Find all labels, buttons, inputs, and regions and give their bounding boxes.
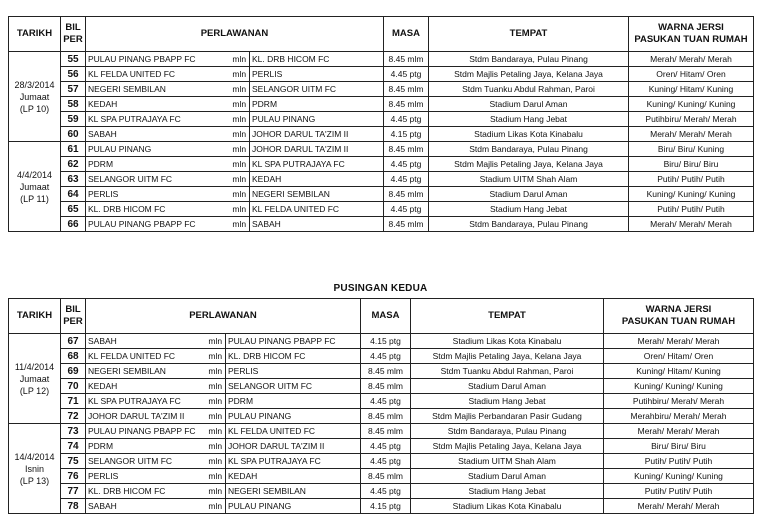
match-number: 68 <box>61 349 86 364</box>
away-team: KL. DRB HICOM FC <box>250 52 384 67</box>
versus-label: mln <box>206 469 226 484</box>
away-team: KL. DRB HICOM FC <box>226 349 361 364</box>
away-team: PULAU PINANG <box>226 499 361 514</box>
match-number: 78 <box>61 499 86 514</box>
away-team: KL SPA PUTRAJAYA FC <box>250 157 384 172</box>
away-team: SELANGOR UITM FC <box>250 82 384 97</box>
home-jersey-colors: Merah/ Merah/ Merah <box>604 424 754 439</box>
versus-label: mln <box>230 52 250 67</box>
away-team: KL FELDA UNITED FC <box>250 202 384 217</box>
kickoff-time: 8.45 mlm <box>384 142 429 157</box>
versus-label: mln <box>206 439 226 454</box>
kickoff-time: 4.45 ptg <box>361 484 411 499</box>
venue: Stadium Darul Aman <box>429 97 629 112</box>
match-number: 75 <box>61 454 86 469</box>
match-number: 59 <box>61 112 86 127</box>
venue: Stdm Bandaraya, Pulau Pinang <box>429 217 629 232</box>
kickoff-time: 4.45 ptg <box>361 454 411 469</box>
match-date: 11/4/2014 Jumaat (LP 12) <box>9 334 61 424</box>
home-team: PULAU PINANG PBAPP FC <box>86 52 230 67</box>
home-team: KL FELDA UNITED FC <box>86 67 230 82</box>
header-tempat: TEMPAT <box>411 299 604 334</box>
section-title: PUSINGAN KEDUA <box>333 283 428 294</box>
table-row <box>9 187 754 202</box>
table-header <box>9 17 754 52</box>
match-number: 56 <box>61 67 86 82</box>
match-number: 62 <box>61 157 86 172</box>
header-tempat: TEMPAT <box>429 17 629 52</box>
table-row <box>9 364 754 379</box>
away-team: PERLIS <box>226 364 361 379</box>
home-jersey-colors: Kuning/ Kuning/ Kuning <box>629 97 754 112</box>
table-row <box>9 202 754 217</box>
away-team: JOHOR DARUL TA'ZIM II <box>250 127 384 142</box>
table-row <box>9 439 754 454</box>
kickoff-time: 8.45 mlm <box>361 364 411 379</box>
home-jersey-colors: Biru/ Biru/ Biru <box>629 157 754 172</box>
match-number: 64 <box>61 187 86 202</box>
table-row <box>9 379 754 394</box>
match-number: 60 <box>61 127 86 142</box>
venue: Stadium Darul Aman <box>411 469 604 484</box>
versus-label: mln <box>230 202 250 217</box>
venue: Stadium Darul Aman <box>429 187 629 202</box>
table-row <box>9 157 754 172</box>
venue: Stadium Hang Jebat <box>411 484 604 499</box>
table-row <box>9 469 754 484</box>
venue: Stdm Majlis Petaling Jaya, Kelana Jaya <box>429 67 629 82</box>
away-team: JOHOR DARUL TA'ZIM II <box>226 439 361 454</box>
home-jersey-colors: Merah/ Merah/ Merah <box>629 217 754 232</box>
home-jersey-colors: Putih/ Putih/ Putih <box>604 484 754 499</box>
table-header <box>9 299 754 334</box>
venue: Stadium Likas Kota Kinabalu <box>411 499 604 514</box>
away-team: KEDAH <box>250 172 384 187</box>
home-jersey-colors: Kuning/ Hitam/ Kuning <box>604 364 754 379</box>
home-team: PULAU PINANG PBAPP FC <box>86 424 206 439</box>
table-body <box>9 52 754 232</box>
home-jersey-colors: Kuning/ Kuning/ Kuning <box>604 379 754 394</box>
home-team: KL. DRB HICOM FC <box>86 202 230 217</box>
kickoff-time: 4.45 ptg <box>384 112 429 127</box>
header-bil: BIL PER <box>61 17 86 52</box>
venue: Stdm Majlis Perbandaran Pasir Gudang <box>411 409 604 424</box>
match-number: 63 <box>61 172 86 187</box>
header-tarikh: TARIKH <box>9 299 61 334</box>
away-team: PULAU PINANG <box>226 409 361 424</box>
away-team: PULAU PINANG PBAPP FC <box>226 334 361 349</box>
home-team: NEGERI SEMBILAN <box>86 82 230 97</box>
match-number: 74 <box>61 439 86 454</box>
table-row <box>9 67 754 82</box>
home-jersey-colors: Kuning/ Kuning/ Kuning <box>604 469 754 484</box>
venue: Stdm Majlis Petaling Jaya, Kelana Jaya <box>411 349 604 364</box>
table-row <box>9 499 754 514</box>
versus-label: mln <box>206 424 226 439</box>
home-jersey-colors: Oren/ Hitam/ Oren <box>604 349 754 364</box>
home-team: KL SPA PUTRAJAYA FC <box>86 112 230 127</box>
match-number: 55 <box>61 52 86 67</box>
header-perlawanan: PERLAWANAN <box>86 299 361 334</box>
match-number: 61 <box>61 142 86 157</box>
home-jersey-colors: Putih/ Putih/ Putih <box>629 202 754 217</box>
away-team: PERLIS <box>250 67 384 82</box>
away-team: PULAU PINANG <box>250 112 384 127</box>
match-number: 76 <box>61 469 86 484</box>
kickoff-time: 4.45 ptg <box>384 202 429 217</box>
versus-label: mln <box>230 142 250 157</box>
table-body <box>9 334 754 514</box>
kickoff-time: 4.15 ptg <box>384 127 429 142</box>
away-team: KL SPA PUTRAJAYA FC <box>226 454 361 469</box>
kickoff-time: 8.45 mlm <box>384 217 429 232</box>
kickoff-time: 8.45 mlm <box>361 379 411 394</box>
home-team: KL. DRB HICOM FC <box>86 484 206 499</box>
kickoff-time: 8.45 mlm <box>384 97 429 112</box>
kickoff-time: 4.15 ptg <box>361 334 411 349</box>
venue: Stadium Hang Jebat <box>429 112 629 127</box>
versus-label: mln <box>206 454 226 469</box>
home-team: NEGERI SEMBILAN <box>86 364 206 379</box>
kickoff-time: 4.15 ptg <box>361 499 411 514</box>
venue: Stdm Majlis Petaling Jaya, Kelana Jaya <box>429 157 629 172</box>
away-team: NEGERI SEMBILAN <box>226 484 361 499</box>
away-team: PDRM <box>250 97 384 112</box>
match-number: 65 <box>61 202 86 217</box>
home-team: KL FELDA UNITED FC <box>86 349 206 364</box>
kickoff-time: 8.45 mlm <box>361 409 411 424</box>
table-row <box>9 97 754 112</box>
versus-label: mln <box>230 217 250 232</box>
versus-label: mln <box>230 127 250 142</box>
match-number: 77 <box>61 484 86 499</box>
home-team: SABAH <box>86 499 206 514</box>
venue: Stdm Bandaraya, Pulau Pinang <box>429 52 629 67</box>
away-team: NEGERI SEMBILAN <box>250 187 384 202</box>
table-row <box>9 454 754 469</box>
home-team: SELANGOR UITM FC <box>86 172 230 187</box>
home-jersey-colors: Merahbiru/ Merah/ Merah <box>604 409 754 424</box>
home-team: KEDAH <box>86 97 230 112</box>
table-row <box>9 82 754 97</box>
home-jersey-colors: Putih/ Putih/ Putih <box>604 454 754 469</box>
venue: Stadium Darul Aman <box>411 379 604 394</box>
header-perlawanan: PERLAWANAN <box>86 17 384 52</box>
venue: Stadium UITM Shah Alam <box>411 454 604 469</box>
table-row <box>9 349 754 364</box>
versus-label: mln <box>230 67 250 82</box>
versus-label: mln <box>230 97 250 112</box>
table-row <box>9 334 754 349</box>
home-jersey-colors: Merah/ Merah/ Merah <box>629 52 754 67</box>
versus-label: mln <box>206 499 226 514</box>
versus-label: mln <box>230 172 250 187</box>
kickoff-time: 8.45 mlm <box>384 82 429 97</box>
table-row <box>9 172 754 187</box>
kickoff-time: 4.45 ptg <box>361 349 411 364</box>
fixture-table-round-1 <box>8 16 754 232</box>
table-row <box>9 142 754 157</box>
home-jersey-colors: Biru/ Biru/ Kuning <box>629 142 754 157</box>
venue: Stadium UITM Shah Alam <box>429 172 629 187</box>
home-jersey-colors: Merah/ Merah/ Merah <box>604 499 754 514</box>
versus-label: mln <box>206 409 226 424</box>
venue: Stdm Tuanku Abdul Rahman, Paroi <box>411 364 604 379</box>
home-team: PERLIS <box>86 187 230 202</box>
match-number: 66 <box>61 217 86 232</box>
away-team: PDRM <box>226 394 361 409</box>
fixture-table-round-2 <box>8 298 754 514</box>
match-date: 4/4/2014 Jumaat (LP 11) <box>9 142 61 232</box>
match-number: 73 <box>61 424 86 439</box>
home-team: KL SPA PUTRAJAYA FC <box>86 394 206 409</box>
home-team: PERLIS <box>86 469 206 484</box>
kickoff-time: 8.45 mlm <box>361 469 411 484</box>
table-row <box>9 394 754 409</box>
header-warna: WARNA JERSI PASUKAN TUAN RUMAH <box>629 17 754 52</box>
kickoff-time: 8.45 mlm <box>384 187 429 202</box>
home-jersey-colors: Merah/ Merah/ Merah <box>604 334 754 349</box>
match-number: 70 <box>61 379 86 394</box>
venue: Stadium Hang Jebat <box>429 202 629 217</box>
venue: Stadium Likas Kota Kinabalu <box>429 127 629 142</box>
kickoff-time: 4.45 ptg <box>384 157 429 172</box>
table-row <box>9 112 754 127</box>
match-number: 67 <box>61 334 86 349</box>
versus-label: mln <box>206 334 226 349</box>
venue: Stdm Tuanku Abdul Rahman, Paroi <box>429 82 629 97</box>
versus-label: mln <box>206 394 226 409</box>
table-row <box>9 484 754 499</box>
versus-label: mln <box>230 112 250 127</box>
away-team: KL FELDA UNITED FC <box>226 424 361 439</box>
home-jersey-colors: Merah/ Merah/ Merah <box>629 127 754 142</box>
match-date: 14/4/2014 Isnin (LP 13) <box>9 424 61 514</box>
header-masa: MASA <box>361 299 411 334</box>
home-team: KEDAH <box>86 379 206 394</box>
versus-label: mln <box>206 349 226 364</box>
venue: Stadium Likas Kota Kinabalu <box>411 334 604 349</box>
versus-label: mln <box>230 157 250 172</box>
home-jersey-colors: Kuning/ Kuning/ Kuning <box>629 187 754 202</box>
table-row <box>9 424 754 439</box>
match-number: 57 <box>61 82 86 97</box>
home-team: PULAU PINANG <box>86 142 230 157</box>
away-team: KEDAH <box>226 469 361 484</box>
kickoff-time: 4.45 ptg <box>384 172 429 187</box>
home-team: SELANGOR UITM FC <box>86 454 206 469</box>
venue: Stdm Majlis Petaling Jaya, Kelana Jaya <box>411 439 604 454</box>
kickoff-time: 4.45 ptg <box>361 439 411 454</box>
header-bil: BIL PER <box>61 299 86 334</box>
versus-label: mln <box>206 484 226 499</box>
versus-label: mln <box>230 82 250 97</box>
table-row <box>9 217 754 232</box>
home-team: PULAU PINANG PBAPP FC <box>86 217 230 232</box>
home-jersey-colors: Putih/ Putih/ Putih <box>629 172 754 187</box>
home-team: SABAH <box>86 127 230 142</box>
home-jersey-colors: Biru/ Biru/ Biru <box>604 439 754 454</box>
versus-label: mln <box>206 379 226 394</box>
match-number: 58 <box>61 97 86 112</box>
kickoff-time: 4.45 ptg <box>384 67 429 82</box>
versus-label: mln <box>230 187 250 202</box>
kickoff-time: 8.45 mlm <box>384 52 429 67</box>
home-team: JOHOR DARUL TA'ZIM II <box>86 409 206 424</box>
home-jersey-colors: Putihbiru/ Merah/ Merah <box>629 112 754 127</box>
venue: Stdm Bandaraya, Pulau Pinang <box>411 424 604 439</box>
venue: Stdm Bandaraya, Pulau Pinang <box>429 142 629 157</box>
home-jersey-colors: Oren/ Hitam/ Oren <box>629 67 754 82</box>
match-number: 69 <box>61 364 86 379</box>
home-team: PDRM <box>86 157 230 172</box>
venue: Stadium Hang Jebat <box>411 394 604 409</box>
table-row <box>9 127 754 142</box>
home-team: SABAH <box>86 334 206 349</box>
header-masa: MASA <box>384 17 429 52</box>
versus-label: mln <box>206 364 226 379</box>
away-team: SABAH <box>250 217 384 232</box>
match-number: 72 <box>61 409 86 424</box>
table-row <box>9 409 754 424</box>
home-team: PDRM <box>86 439 206 454</box>
header-tarikh: TARIKH <box>9 17 61 52</box>
table-row <box>9 52 754 67</box>
match-date: 28/3/2014 Jumaat (LP 10) <box>9 52 61 142</box>
away-team: SELANGOR UITM FC <box>226 379 361 394</box>
kickoff-time: 8.45 mlm <box>361 424 411 439</box>
header-warna: WARNA JERSI PASUKAN TUAN RUMAH <box>604 299 754 334</box>
kickoff-time: 4.45 ptg <box>361 394 411 409</box>
away-team: JOHOR DARUL TA'ZIM II <box>250 142 384 157</box>
match-number: 71 <box>61 394 86 409</box>
home-jersey-colors: Kuning/ Hitam/ Kuning <box>629 82 754 97</box>
home-jersey-colors: Putihbiru/ Merah/ Merah <box>604 394 754 409</box>
